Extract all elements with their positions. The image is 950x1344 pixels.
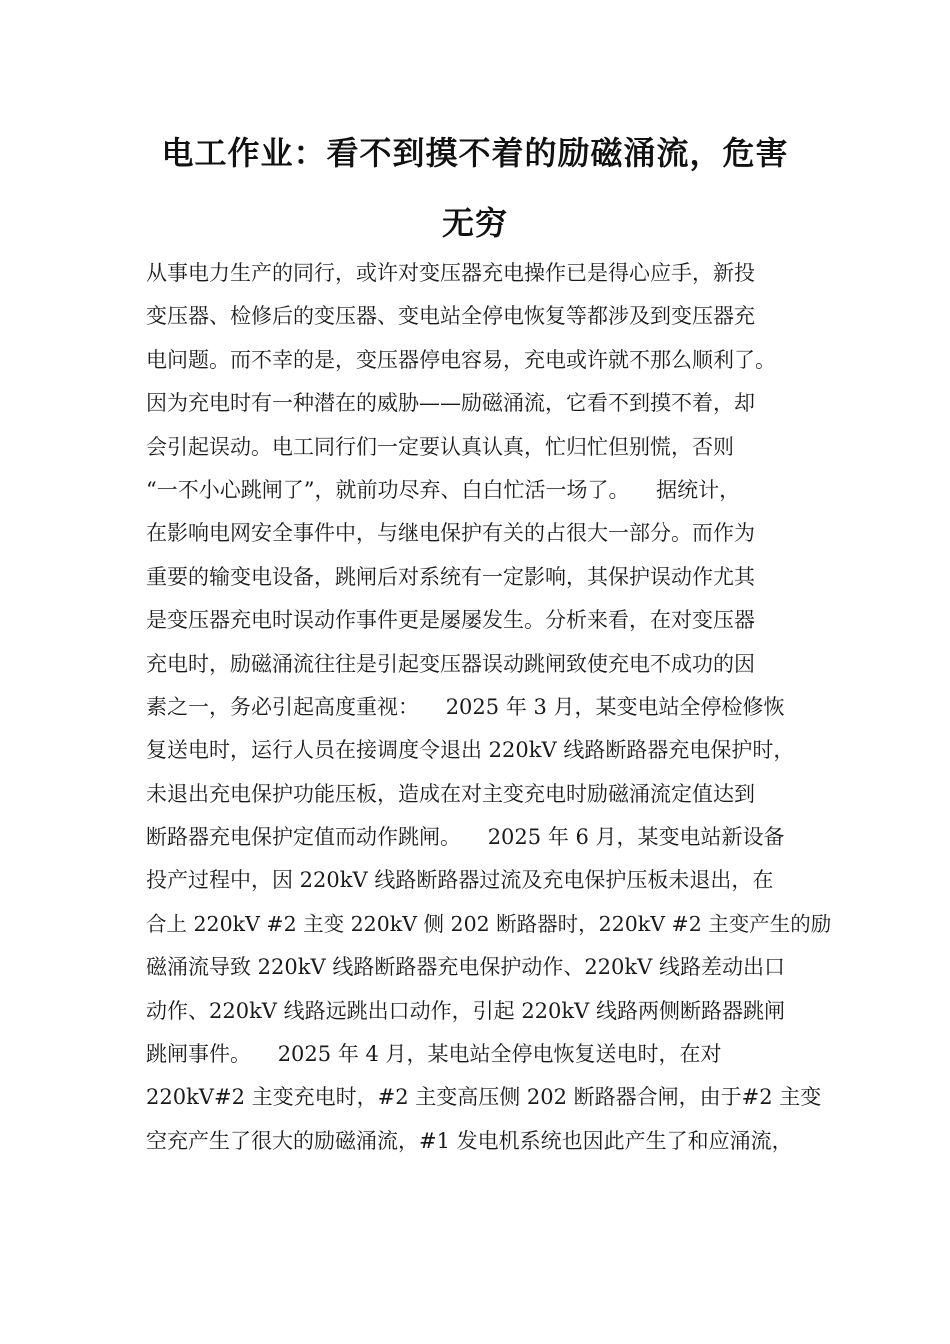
body-line: 断路器充电保护定值而动作跳闸。 2025 年 6 月，某变电站新设备: [146, 825, 785, 850]
title-line-1: 电工作业：看不到摸不着的励磁涌流，危害: [161, 134, 789, 172]
body-line: “一不小心跳闸了”，就前功尽弃、白白忙活一场了。 据统计，: [146, 477, 741, 502]
body-line: 是变压器充电时误动作事件更是屡屡发生。分析来看，在对变压器: [146, 608, 755, 633]
body-line: 重要的输变电设备，跳闸后对系统有一定影响，其保护误动作尤其: [146, 564, 755, 589]
document-title: [150, 118, 800, 258]
body-line: 因为充电时有一种潜在的威胁——励磁涌流，它看不到摸不着，却: [146, 391, 755, 416]
body-line: 动作、220kV 线路远跳出口动作，引起 220kV 线路两侧断路器跳闸: [146, 998, 785, 1023]
body-line: 投产过程中，因 220kV 线路断路器过流及充电保护压板未退出，在: [146, 868, 774, 893]
body-line: 磁涌流导致 220kV 线路断路器充电保护动作、220kV 线路差动出口: [146, 955, 785, 980]
body-line: 未退出充电保护功能压板，造成在对主变充电时励磁涌流定值达到: [146, 781, 755, 806]
body-text: [146, 252, 836, 1163]
body-line: 充电时，励磁涌流往往是引起变压器误动跳闸致使充电不成功的因: [146, 651, 755, 676]
body-line: 在影响电网安全事件中，与继电保护有关的占很大一部分。而作为: [146, 521, 755, 546]
body-line: 合上 220kV #2 主变 220kV 侧 202 断路器时，220kV #2 主变产生的励: [146, 911, 832, 936]
body-line: 会引起误动。电工同行们一定要认真认真，忙归忙但别慌，否则: [146, 434, 734, 459]
title-line-2: 无穷: [441, 204, 508, 242]
body-line: 复送电时，运行人员在接调度令退出 220kV 线路断路器充电保护时，: [146, 738, 795, 763]
body-line: 空充产生了很大的励磁涌流，#1 发电机系统也因此产生了和应涌流，: [146, 1128, 793, 1153]
body-line: 220kV#2 主变充电时，#2 主变高压侧 202 断路器合闸，由于#2 主变: [146, 1085, 822, 1110]
body-line: 电问题。而不幸的是，变压器停电容易，充电或许就不那么顺利了。: [146, 347, 776, 372]
body-line: 素之一，务必引起高度重视： 2025 年 3 月，某变电站全停检修恢: [146, 694, 785, 719]
body-line: 变压器、检修后的变压器、变电站全停电恢复等都涉及到变压器充: [146, 304, 755, 329]
body-line: 从事电力生产的同行，或许对变压器充电操作已是得心应手，新投: [146, 261, 755, 285]
body-line: 跳闸事件。 2025 年 4 月，某电站全停电恢复送电时，在对: [146, 1042, 722, 1067]
